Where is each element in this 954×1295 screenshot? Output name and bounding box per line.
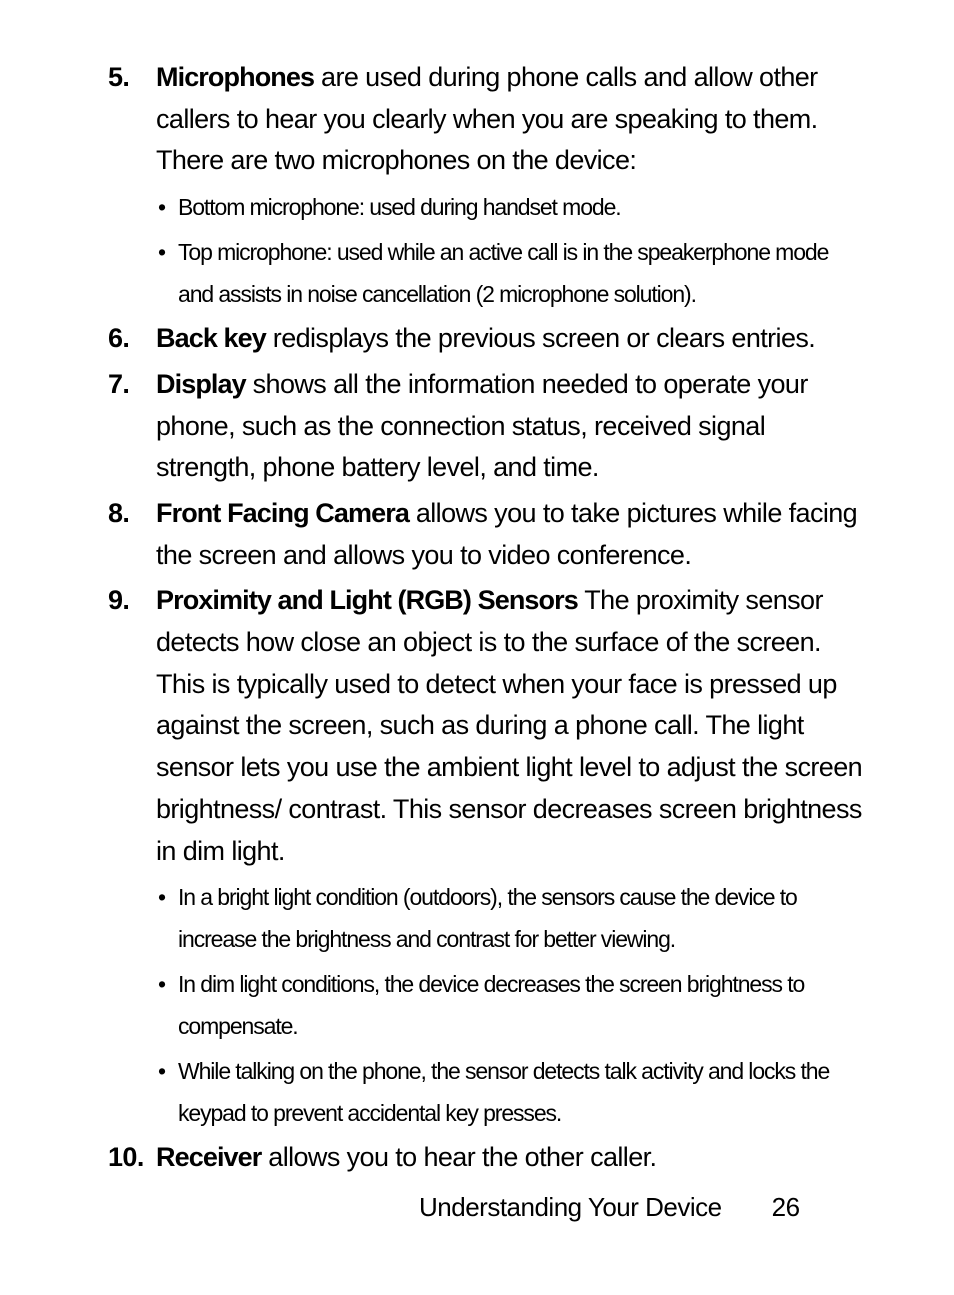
bullet-dot-icon: • — [158, 239, 165, 266]
item-text: The proximity sensor detects how close an object is to the surface of the screen. This is typically used to detect when your face is pressed up against the screen, such as during a phone call. The light sensor lets you use the ambient light level to adjust the screen brightness/ contrast. This sensor decreases screen brightness in dim light. — [156, 585, 863, 866]
bullet-text: In dim light conditions, the device decreases the screen brightness to compensate. — [178, 971, 805, 1040]
bullet-item — [156, 231, 868, 315]
numbered-list — [108, 57, 868, 1183]
bullet-text: Bottom microphone: used during handset mode. — [178, 194, 621, 221]
item-text: allows you to take pictures while facing the screen and allows you to video conference. — [156, 497, 858, 570]
bullet-text: Top microphone: used while an active call is in the speakerphone mode and assists in noise cancellation (2 microphone solution). — [178, 239, 829, 308]
item-term: Proximity and Light (RGB) Sensors — [156, 585, 578, 616]
item-number: 8. — [108, 497, 130, 528]
list-item-microphones — [108, 57, 868, 182]
bullet-list — [108, 876, 868, 1134]
footer-section-title: Understanding Your Device — [419, 1192, 722, 1222]
bullet-list — [108, 186, 868, 315]
item-number: 6. — [108, 323, 130, 354]
item-number: 9. — [108, 585, 130, 616]
list-item-receiver — [108, 1137, 868, 1179]
page-number: 26 — [771, 1192, 800, 1222]
bullet-item — [156, 186, 868, 228]
bullet-item — [156, 963, 868, 1047]
bullet-dot-icon: • — [158, 884, 165, 911]
bullet-dot-icon: • — [158, 1058, 165, 1085]
bullet-text: While talking on the phone, the sensor detects talk activity and locks the keypad to prevent accidental key presses. — [178, 1058, 830, 1127]
item-number: 5. — [108, 62, 130, 92]
item-text: are used during phone calls and allow other callers to hear you clearly when you are speaking to them. There are two microphones on the device: — [156, 62, 818, 176]
list-item-display — [108, 364, 868, 489]
list-item-front-facing-camera — [108, 493, 868, 576]
bullet-item — [156, 876, 868, 960]
page-footer — [419, 1192, 800, 1223]
item-number: 7. — [108, 368, 130, 399]
item-text: allows you to hear the other caller. — [261, 1142, 657, 1173]
list-item-back-key — [108, 318, 868, 360]
item-number: 10. — [108, 1142, 144, 1173]
item-term: Receiver — [156, 1142, 262, 1173]
item-term: Back key — [156, 323, 266, 354]
item-term: Display — [156, 368, 246, 399]
item-term: Front Facing Camera — [156, 497, 409, 528]
item-text: shows all the information needed to operate your phone, such as the connection status, received signal strength, phone battery level, and time. — [156, 368, 808, 483]
bullet-dot-icon: • — [158, 971, 165, 998]
bullet-item — [156, 1050, 868, 1134]
bullet-dot-icon: • — [158, 194, 165, 221]
item-term: Microphones — [156, 62, 315, 92]
bullet-text: In a bright light condition (outdoors), the sensors cause the device to increase the brightness and contrast for better viewing. — [178, 884, 797, 953]
item-text: redisplays the previous screen or clears entries. — [265, 323, 816, 354]
list-item-proximity-sensors — [108, 580, 868, 872]
